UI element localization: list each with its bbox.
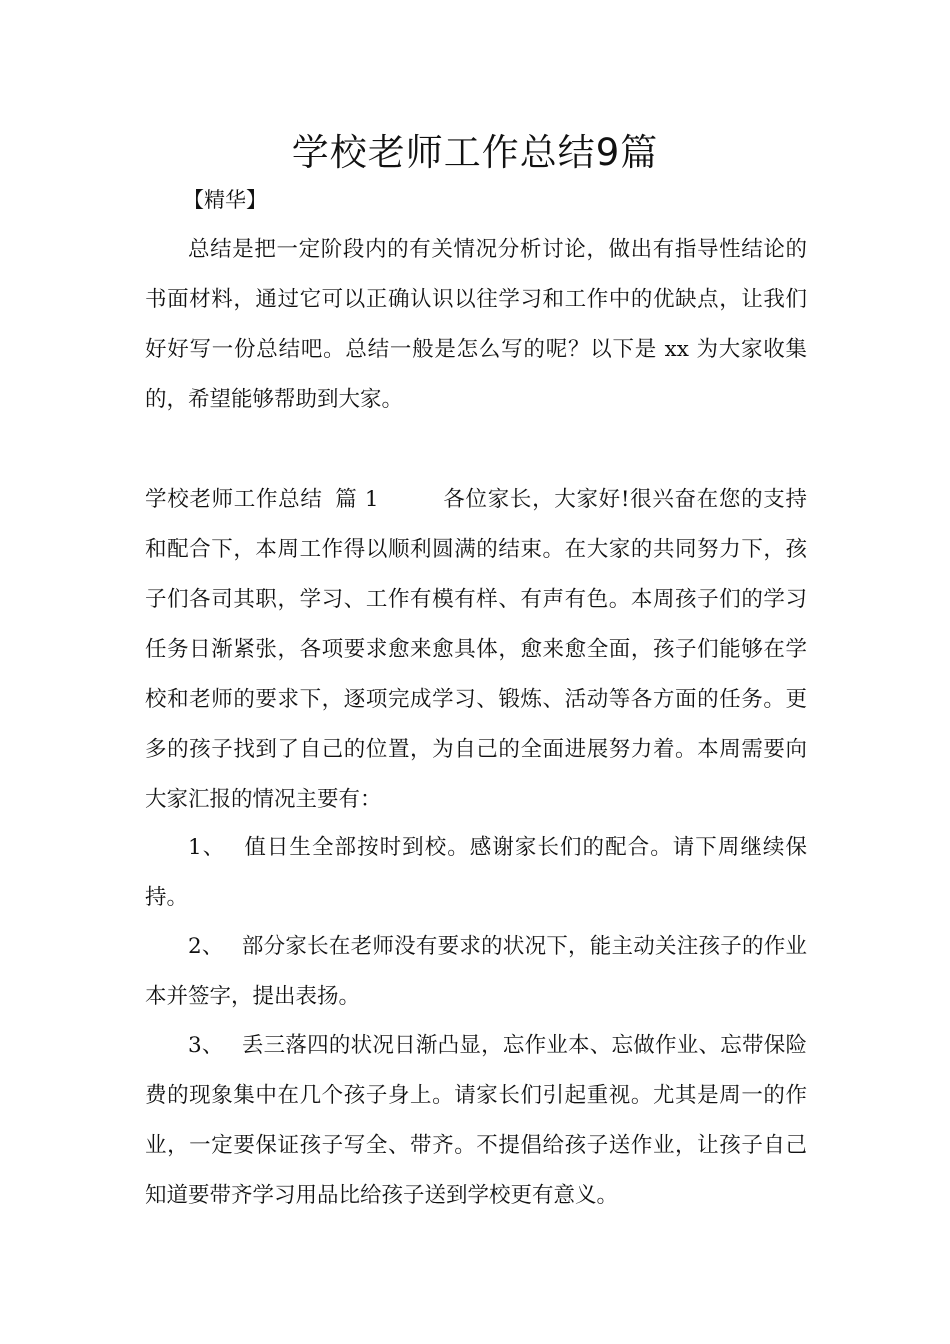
intro-paragraph: 总结是把一定阶段内的有关情况分析讨论，做出有指导性结论的书面材料，通过它可以正确认识以往学习和工作中的优缺点，让我们好好写一份总结吧。总结一般是怎么写的呢？以下是 xx 为大家收集的，希望能够帮助到大家。 (145, 237, 807, 412)
list-item (145, 1021, 807, 1221)
document-title: 学校老师工作总结9篇 (291, 131, 659, 174)
list-item-text: 丢三落四的状况日渐凸显，忘作业本、忘做作业、忘带保险费的现象集中在几个孩子身上。请家长们引起重视。尤其是周一的作业，一定要保证孩子写全、带齐。不提倡给孩子送作业，让孩子自己知道要带齐学习用品比给孩子送到学校更有意义。 (145, 1033, 807, 1208)
section-1-paragraph (145, 475, 807, 825)
list-item-number: 3、 (188, 1033, 224, 1058)
section-1-heading: 学校老师工作总结 (145, 487, 323, 512)
list-item (145, 823, 807, 923)
section-1-text: 各位家长，大家好!很兴奋在您的支持和配合下，本周工作得以顺利圆满的结束。在大家的共同努力下，孩子们各司其职，学习、工作有模有样、有声有色。本周孩子们的学习任务日渐紧张，各项要求愈来愈具体，愈来愈全面，孩子们能够在学校和老师的要求下，逐项完成学习、锻炼、活动等各方面的任务。更多的孩子找到了自己的位置，为自己的全面进展努力着。本周需要向大家汇报的情况主要有： (145, 487, 807, 812)
list-item-text: 部分家长在老师没有要求的状况下，能主动关注孩子的作业本并签字，提出表扬。 (145, 934, 807, 1009)
quality-tag: 【精华】 (183, 188, 267, 212)
list-item-number: 1、 (188, 835, 226, 860)
list-item-number: 2、 (188, 934, 224, 959)
section-1-label: 篇 1 (334, 487, 379, 512)
list-item (145, 922, 807, 1022)
list-item-text: 值日生全部按时到校。感谢家长们的配合。请下周继续保持。 (145, 835, 807, 910)
